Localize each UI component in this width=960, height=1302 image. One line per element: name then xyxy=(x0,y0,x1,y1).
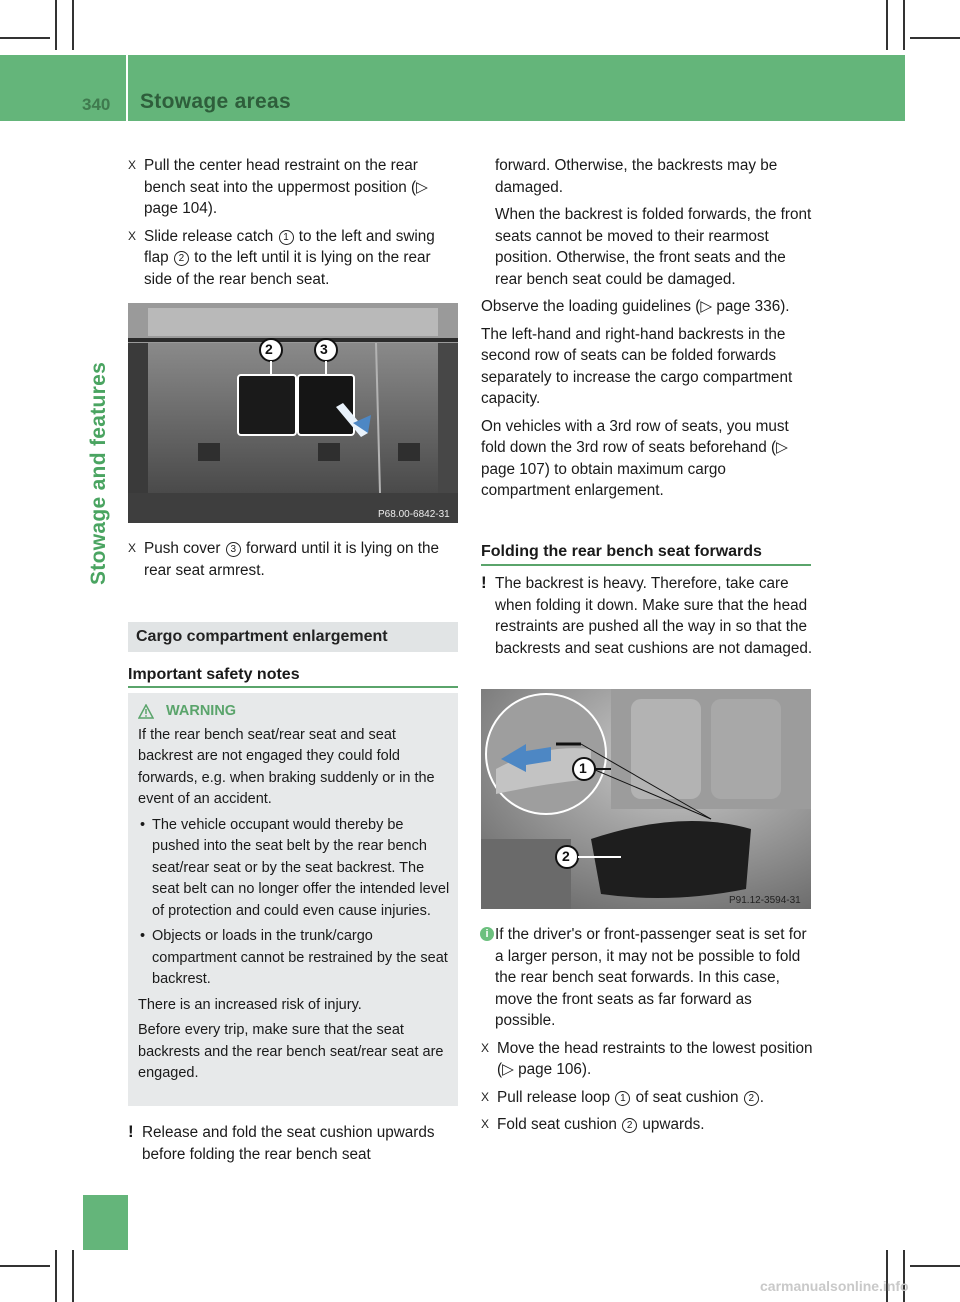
page-number: 340 xyxy=(82,95,111,114)
info-note xyxy=(481,924,813,1032)
step-text: to the left until it is lying on the rear side of the rear bench seat. xyxy=(144,249,431,288)
note-bottom-left xyxy=(128,1122,460,1165)
left-step-after-image xyxy=(128,538,460,587)
note-continued: forward. Otherwise, the backrests may be damaged. xyxy=(495,157,778,196)
callout-number: 2 xyxy=(174,251,189,266)
paragraph: On vehicles with a 3rd row of seats, you must fold down the 3rd row of seats beforehand (▷ page 107) to obtain maximum cargo compartment enlargement. xyxy=(481,417,789,499)
step-item xyxy=(481,1038,813,1081)
callout-number: 2 xyxy=(562,848,570,864)
step-text: Fold seat cushion xyxy=(497,1116,622,1133)
warning-bullet-text: Objects or loads in the trunk/cargo compartment cannot be restrained by the seat backrest. xyxy=(152,928,448,987)
note-text: The backrest is heavy. Therefore, take care when folding it down. Make sure that the head restraints are pushed all the way in so that the backrests and seat cushions are not damaged. xyxy=(495,575,813,657)
warning-intro: If the rear bench seat/rear seat and seat backrest are not engaged they could fold forwards, e.g. when braking suddenly or in the event of an accident. xyxy=(138,726,435,807)
crop-mark xyxy=(55,0,57,50)
step-marker-icon: X xyxy=(128,158,137,172)
step-text: . xyxy=(759,1088,765,1106)
note-item xyxy=(481,573,813,659)
side-tab-marker xyxy=(83,1195,128,1250)
warning-bullet-text: The vehicle occupant would thereby be pushed into the seat belt by the rear bench seat/rear seat or by the seat backrest. The seat belt can no longer offer the intended level of protection and could even cause injuries. xyxy=(152,816,450,919)
info-text: If the driver's or front-passenger seat is set for a larger person, it may not be possible to fold the rear bench seat forwards. In this case, move the front seats as far forward as possible. xyxy=(495,926,807,1029)
warning-para: Before every trip, make sure that the seat backrests and the rear bench seat/rear seat are engaged. xyxy=(138,1022,444,1081)
step-item xyxy=(128,155,460,220)
step-text: Pull the center head restraint on the rear bench seat into the uppermost position (▷ page 104). xyxy=(144,157,428,217)
image-code: P68.00-6842-31 xyxy=(378,509,450,520)
step-text: Pull release loop xyxy=(497,1088,615,1106)
step-item xyxy=(481,1087,813,1109)
section-heading-box xyxy=(128,622,458,652)
note-item xyxy=(128,1122,460,1165)
step-marker-icon: X xyxy=(481,1089,490,1104)
warning-header xyxy=(166,701,452,723)
callout-number: 1 xyxy=(279,230,294,245)
warning-bullet: • Objects or loads in the trunk/cargo compartment cannot be restrained by the seat backrest. xyxy=(140,928,448,987)
warning-title: WARNING xyxy=(166,703,237,719)
crop-mark xyxy=(72,1250,74,1302)
crop-mark xyxy=(903,0,905,50)
note-text: Release and fold the seat cushion upwards before folding the rear bench seat xyxy=(142,1124,435,1163)
step-item xyxy=(128,538,460,581)
watermark-logo: carmanualsonline.info xyxy=(760,1278,909,1294)
callout-number: 3 xyxy=(320,341,328,357)
crop-mark xyxy=(72,0,74,50)
callout-number: 1 xyxy=(615,1091,630,1106)
step-item xyxy=(128,226,460,291)
step-text: of seat cushion xyxy=(631,1088,743,1106)
header-separator xyxy=(126,55,128,121)
caution-icon: ! xyxy=(128,1122,134,1141)
heading-rule xyxy=(481,564,811,566)
callout-number: 2 xyxy=(744,1091,759,1106)
crop-mark xyxy=(903,1250,905,1302)
step-text: Slide release catch xyxy=(144,227,278,245)
section-heading: Cargo compartment enlargement xyxy=(136,628,388,645)
warning-box xyxy=(128,693,458,1106)
warning-bullet: • The vehicle occupant would thereby be pushed into the seat belt by the rear bench seat/rear seat or by the seat backrest. The seat belt can no longer offer the intended level of protection and could even cause injuries. xyxy=(140,816,450,919)
crop-mark xyxy=(886,0,888,50)
page-title: Stowage areas xyxy=(140,90,291,113)
step-marker-icon: X xyxy=(128,541,137,555)
warning-content xyxy=(138,701,452,1085)
header-bar xyxy=(0,55,905,121)
rear-seat-photo xyxy=(481,689,811,909)
caution-icon: ! xyxy=(481,573,487,592)
note-right xyxy=(481,573,813,659)
step-text: to the left and swing flap xyxy=(144,227,435,266)
callout-number: 3 xyxy=(226,542,241,557)
callout-number: 1 xyxy=(579,760,587,776)
callout-number: 2 xyxy=(622,1118,637,1133)
crop-mark xyxy=(0,1265,50,1267)
step-text: forward until it is lying on the rear seat armrest. xyxy=(144,540,440,579)
rear-seat-illustration xyxy=(481,689,811,909)
warning-triangle-icon xyxy=(138,704,154,719)
note-continued: When the backrest is folded forwards, the front seats cannot be moved to their rearmost position. Otherwise, the front seats and the rear bench seat could be damaged. xyxy=(495,206,812,288)
crop-mark xyxy=(55,1250,57,1302)
step-text: Push cover xyxy=(144,540,225,557)
step-text: Move the head restraints to the lowest position (▷ page 106). xyxy=(497,1039,813,1078)
info-icon: i xyxy=(480,927,494,941)
warning-para: There is an increased risk of injury. xyxy=(138,996,362,1013)
step-text: upwards. xyxy=(638,1116,705,1133)
paragraph: The left-hand and right-hand backrests in the second row of seats can be folded forwards separately to increase the cargo compartment capacity. xyxy=(481,325,793,407)
side-tab-label: Stowage and features xyxy=(87,361,110,585)
paragraph: Observe the loading guidelines (▷ page 336). xyxy=(481,298,790,315)
callout-number: 2 xyxy=(265,341,273,357)
heading-rule xyxy=(128,686,458,688)
subheading: Important safety notes xyxy=(128,666,300,683)
step-item xyxy=(481,1114,813,1136)
crop-mark xyxy=(0,37,50,39)
crop-mark xyxy=(910,1265,960,1267)
crop-mark xyxy=(886,1250,888,1302)
cargo-area-illustration xyxy=(128,303,458,523)
crop-mark xyxy=(910,37,960,39)
right-column-top xyxy=(481,155,813,508)
step-marker-icon: X xyxy=(481,1117,490,1131)
cargo-area-photo xyxy=(128,303,458,523)
subheading: Folding the rear bench seat forwards xyxy=(481,543,762,560)
right-column-bottom xyxy=(481,924,813,1142)
step-marker-icon: X xyxy=(128,228,137,243)
image-code: P91.12-3594-31 xyxy=(729,895,801,906)
left-column-top xyxy=(128,155,460,296)
step-marker-icon: X xyxy=(481,1040,490,1055)
